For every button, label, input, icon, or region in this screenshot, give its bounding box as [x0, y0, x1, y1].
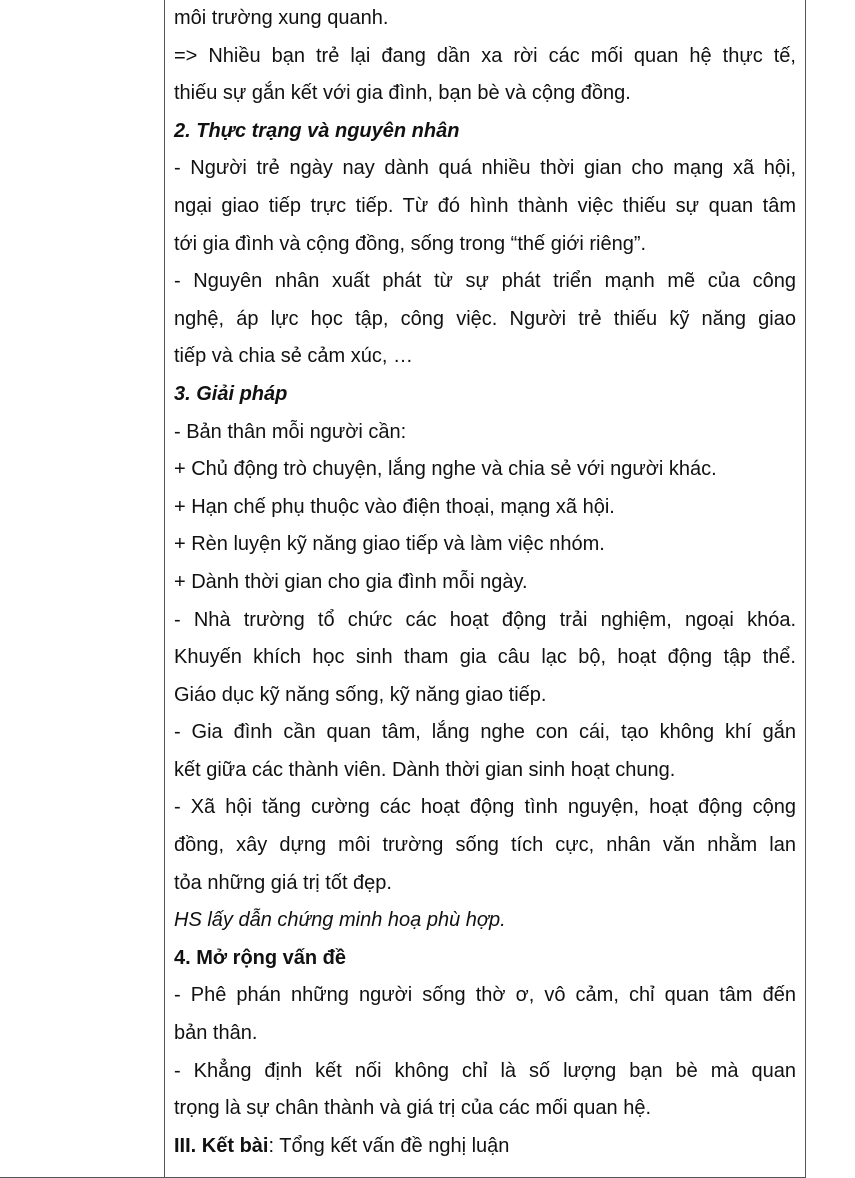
text-line: - Nguyên nhân xuất phát từ sự phát triển mạnh mẽ của công — [174, 270, 796, 293]
text-line: nghệ, áp lực học tập, công việc. Người trẻ thiếu kỹ năng giao — [174, 307, 796, 330]
text-line: thiếu sự gắn kết với gia đình, bạn bè và cộng đồng. — [174, 82, 631, 105]
text-line-conclusion — [174, 1128, 796, 1166]
table-cell-content — [174, 0, 796, 1165]
text-lines — [174, 0, 796, 1128]
text-line: tiếp và chia sẻ cảm xúc, … — [174, 345, 413, 368]
text-line: => Nhiều bạn trẻ lại đang dần xa rời các mối quan hệ thực tế, — [174, 44, 796, 67]
table-column-divider — [164, 0, 165, 1178]
text-line: môi trường xung quanh. — [174, 7, 389, 29]
conclusion-text: : Tổng kết vấn đề nghị luận — [268, 1134, 510, 1157]
text-line: bản thân. — [174, 1022, 258, 1045]
text-line: + Rèn luyện kỹ năng giao tiếp và làm việc nhóm. — [174, 533, 605, 556]
text-line: 4. Mở rộng vấn đề — [174, 946, 347, 969]
text-line: tới gia đình và cộng đồng, sống trong “thế giới riêng”. — [174, 232, 647, 255]
text-line: - Phê phán những người sống thờ ơ, vô cảm, chỉ quan tâm đến — [174, 984, 796, 1007]
text-line: - Khẳng định kết nối không chỉ là số lượng bạn bè mà quan — [174, 1059, 796, 1082]
text-line: 3. Giải pháp — [174, 382, 288, 405]
text-line: tỏa những giá trị tốt đẹp. — [174, 871, 392, 894]
text-line: ngại giao tiếp trực tiếp. Từ đó hình thành việc thiếu sự quan tâm — [174, 194, 796, 217]
text-line: + Dành thời gian cho gia đình mỗi ngày. — [174, 570, 528, 593]
text-line: 2. Thực trạng và nguyên nhân — [174, 119, 460, 142]
text-line: kết giữa các thành viên. Dành thời gian sinh hoạt chung. — [174, 758, 676, 781]
text-line: + Hạn chế phụ thuộc vào điện thoại, mạng xã hội. — [174, 495, 615, 518]
text-line: + Chủ động trò chuyện, lắng nghe và chia sẻ với người khác. — [174, 458, 717, 481]
text-line: - Bản thân mỗi người cần: — [174, 420, 407, 443]
text-line: - Nhà trường tổ chức các hoạt động trải nghiệm, ngoại khóa. — [174, 608, 796, 631]
conclusion-heading: III. Kết bài — [174, 1134, 269, 1157]
text-line: trọng là sự chân thành và giá trị của các mối quan hệ. — [174, 1097, 652, 1120]
text-line: - Người trẻ ngày nay dành quá nhiều thời gian cho mạng xã hội, — [174, 157, 796, 180]
text-line: Giáo dục kỹ năng sống, kỹ năng giao tiếp. — [174, 683, 547, 706]
text-line: HS lấy dẫn chứng minh hoạ phù hợp. — [174, 909, 506, 932]
text-line: Khuyến khích học sinh tham gia câu lạc bộ, hoạt động tập thể. — [174, 646, 796, 669]
text-line: - Gia đình cần quan tâm, lắng nghe con cái, tạo không khí gắn — [174, 721, 796, 744]
text-line: đồng, xây dựng môi trường sống tích cực, nhân văn nhằm lan — [174, 834, 796, 857]
text-line: - Xã hội tăng cường các hoạt động tình nguyện, hoạt động cộng — [174, 796, 796, 819]
